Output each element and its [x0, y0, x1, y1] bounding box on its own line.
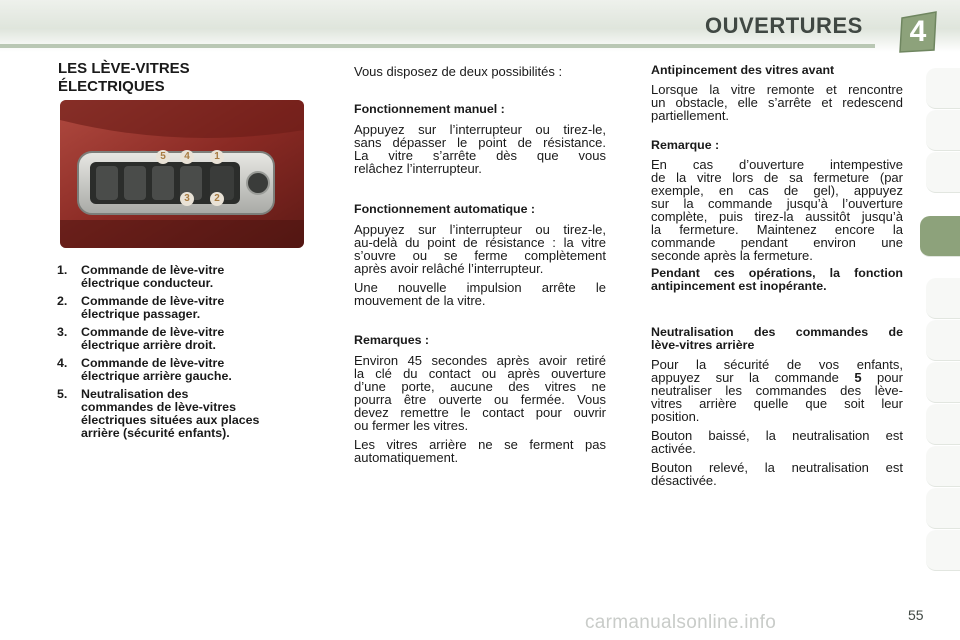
callout-1: 1 [210, 150, 224, 164]
legend-item [57, 264, 317, 290]
tab-chapter-10[interactable] [926, 488, 960, 529]
body-line: désactivée. [651, 473, 717, 488]
body-line: un obstacle, elle s’arrête et redescend [651, 95, 903, 110]
legend-number: 1. [57, 263, 68, 277]
body-line: pourra être ouverte ou fermée. Vous [354, 392, 606, 407]
body-line: complète, puis tirez-la aussitôt jusqu’à [651, 209, 903, 224]
body-line: mouvement de la vitre. [354, 293, 486, 308]
body-line: de la vitre lors de sa fermeture (par [651, 170, 903, 185]
watermark: carmanualsonline.info [585, 612, 777, 633]
manual-block [354, 103, 606, 175]
body-line: Les vitres arrière ne se ferment pas [354, 437, 606, 452]
legend-text: Commande de lève-vitre [81, 356, 225, 370]
body-line: au-delà du point de résistance : la vitre [354, 235, 606, 250]
manual-title: Fonctionnement manuel : [354, 102, 505, 116]
antipinch-title: Antipincement des vitres avant [651, 63, 835, 77]
tab-chapter-2[interactable] [926, 110, 960, 151]
section-title-line1: LES LÈVE-VITRES [58, 60, 190, 77]
body-line: d’une porte, aucune des vitres ne [354, 379, 606, 394]
legend-item [57, 326, 317, 352]
body-line: la fermeture. Maintenez encore la [651, 222, 903, 237]
intro-text [354, 65, 606, 78]
remarks-block [354, 334, 606, 464]
legend-text: Neutralisation des [81, 387, 189, 401]
body-line: Environ 45 secondes après avoir retiré [354, 353, 606, 368]
callout-4: 4 [180, 150, 194, 164]
antipinch-block [651, 64, 903, 122]
chapter-title: OUVERTURES [705, 13, 863, 38]
body-line: Lorsque la vitre remonte et rencontre [651, 82, 903, 97]
body-line: Une nouvelle impulsion arrête le [354, 280, 606, 295]
remarks-title: Remarques : [354, 333, 430, 347]
callout-2: 2 [210, 192, 224, 206]
legend-text: Commande de lève-vitre [81, 263, 225, 277]
tab-chapter-6[interactable] [926, 320, 960, 361]
legend-text: commandes de lève-vitres [81, 400, 236, 414]
header-rule [0, 44, 875, 48]
legend-number: 5. [57, 387, 68, 401]
legend-number: 2. [57, 294, 68, 308]
legend-text: électrique arrière droit. [81, 338, 216, 352]
auto-block [354, 203, 606, 307]
tab-chapter-8[interactable] [926, 404, 960, 445]
legend-item [57, 295, 317, 321]
body-line: s’ouvre ou se ferme complètement [354, 248, 606, 263]
body-line: commande pendant environ une [651, 235, 903, 250]
body-line: neutraliser les commandes des lève- [651, 383, 903, 398]
section-title-line2: ÉLECTRIQUES [58, 78, 165, 95]
callout-5: 5 [156, 150, 170, 164]
body-line: activée. [651, 441, 696, 456]
remark-block [651, 139, 903, 293]
body-line: seconde après la fermeture. [651, 248, 813, 263]
remark-title: Remarque : [651, 138, 720, 152]
body-line: Bouton relevé, la neutralisation est [651, 460, 903, 475]
body-line: automatiquement. [354, 450, 459, 465]
body-line: position. [651, 409, 700, 424]
tab-chapter-3[interactable] [926, 152, 960, 193]
body-line: sans dépasser le point de résistance. [354, 135, 606, 150]
legend-text: électriques situées aux places [81, 413, 260, 427]
tab-chapter-5[interactable] [926, 278, 960, 319]
legend-text: Commande de lève-vitre [81, 294, 225, 308]
body-line: vitres arrière quelle que soit leur [651, 396, 903, 411]
legend-text: électrique arrière gauche. [81, 369, 232, 383]
chapter-badge [896, 10, 940, 54]
body-line: Pour la sécurité de vos enfants, [651, 357, 903, 372]
tab-chapter-9[interactable] [926, 446, 960, 487]
neutralisation-block [651, 326, 903, 487]
legend-text: électrique passager. [81, 307, 201, 321]
body-text: pour [861, 370, 903, 385]
body-line: relâchez l’interrupteur. [354, 161, 482, 176]
chapter-number: 4 [909, 15, 927, 48]
body-line: devez remettre le contact pour ouvrir [354, 405, 606, 420]
body-line: exemple, en cas de gel), appuyez [651, 183, 903, 198]
body-line: Bouton baissé, la neutralisation est [651, 428, 903, 443]
body-line: La vitre s’arrête dès que vous [354, 148, 606, 163]
legend-number: 3. [57, 325, 68, 339]
body-line: Appuyez sur l’interrupteur ou tirez-le, [354, 222, 606, 237]
body-line: la clé du contact ou après ouverture [354, 366, 606, 381]
legend-number: 4. [57, 356, 68, 370]
callout-3: 3 [180, 192, 194, 206]
body-line: ou fermer les vitres. [354, 418, 469, 433]
intro-line: Vous disposez de deux possibilités : [354, 64, 563, 79]
body-line: sur la commande jusqu’à l’ouverture [651, 196, 903, 211]
photo-legend [57, 264, 317, 445]
page-number: 55 [908, 607, 924, 623]
legend-item [57, 357, 317, 383]
auto-title: Fonctionnement automatique : [354, 202, 536, 216]
window-switch-photo [60, 100, 304, 248]
legend-text: Commande de lève-vitre [81, 325, 225, 339]
neutralisation-title: lève-vitres arrière [651, 338, 755, 352]
legend-item [57, 388, 317, 440]
body-line: après avoir relâché l’interrupteur. [354, 261, 544, 276]
command-number: 5 [854, 370, 862, 385]
warning-line: antipincement est inopérante. [651, 279, 827, 293]
tab-chapter-4-active[interactable] [920, 216, 960, 257]
neutralisation-title: Neutralisation des commandes de [651, 325, 903, 339]
tab-chapter-1[interactable] [926, 68, 960, 109]
legend-text: arrière (sécurité enfants). [81, 426, 230, 440]
legend-text: électrique conducteur. [81, 276, 214, 290]
body-line: Appuyez sur l’interrupteur ou tirez-le, [354, 122, 606, 137]
warning-line: Pendant ces opérations, la fonction [651, 266, 903, 280]
body-text: appuyez sur la commande [651, 370, 855, 385]
tab-chapter-11[interactable] [926, 530, 960, 571]
chapter-tabs [926, 68, 960, 578]
section-title [58, 60, 190, 96]
body-line: En cas d’ouverture intempestive [651, 157, 903, 172]
tab-chapter-7[interactable] [926, 362, 960, 403]
body-line: partiellement. [651, 108, 730, 123]
